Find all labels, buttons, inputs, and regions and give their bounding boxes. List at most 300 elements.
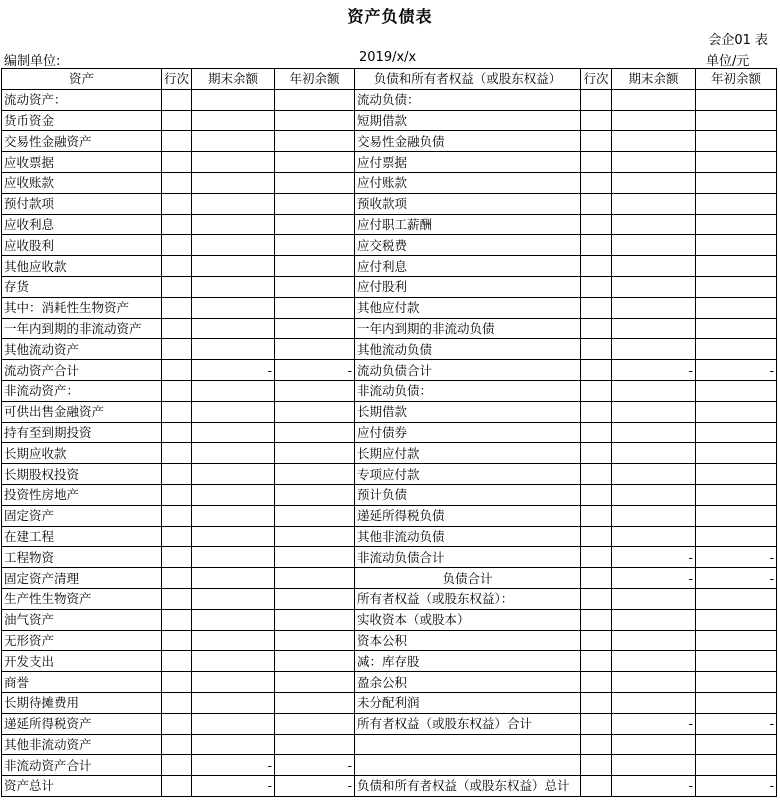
asset-line-no-cell — [162, 110, 192, 131]
asset-end-balance-cell — [192, 734, 275, 755]
asset-cell: 一年内到期的非流动资产 — [2, 318, 162, 339]
asset-cell: 长期股权投资 — [2, 464, 162, 485]
asset-end-balance-cell — [192, 484, 275, 505]
asset-end-balance-cell: - — [192, 776, 275, 797]
liability-begin-balance-cell — [696, 651, 777, 672]
asset-cell: 交易性金融资产 — [2, 131, 162, 152]
table-row — [2, 172, 777, 193]
table-row — [2, 692, 777, 713]
header-row — [2, 69, 777, 90]
liability-cell: 应付票据 — [355, 152, 581, 173]
liability-line-no-cell — [581, 443, 612, 464]
sheet-title: 资产负债表 — [347, 7, 433, 26]
table-row — [2, 505, 777, 526]
liability-cell: 其他非流动负债 — [355, 526, 581, 547]
table-row — [2, 193, 777, 214]
liability-begin-balance-cell — [696, 214, 777, 235]
asset-end-balance-cell — [192, 651, 275, 672]
liability-end-balance-cell — [612, 172, 696, 193]
table-row — [2, 297, 777, 318]
liability-end-balance-cell — [612, 422, 696, 443]
asset-line-no-cell — [162, 401, 192, 422]
asset-cell: 其他非流动资产 — [2, 734, 162, 755]
asset-begin-balance-cell — [275, 672, 355, 693]
asset-line-no-cell — [162, 776, 192, 797]
asset-end-balance-cell — [192, 193, 275, 214]
asset-end-balance-cell — [192, 152, 275, 173]
asset-cell: 长期应收款 — [2, 443, 162, 464]
liability-cell: 负债合计 — [355, 568, 581, 589]
asset-cell: 固定资产 — [2, 505, 162, 526]
asset-begin-balance-cell — [275, 692, 355, 713]
liability-end-balance-cell — [612, 672, 696, 693]
liability-end-balance-cell — [612, 89, 696, 110]
liability-begin-balance-cell — [696, 152, 777, 173]
asset-end-balance-cell — [192, 505, 275, 526]
asset-end-balance-cell — [192, 256, 275, 277]
liability-line-no-cell — [581, 547, 612, 568]
asset-line-no-cell — [162, 505, 192, 526]
table-row — [2, 256, 777, 277]
liability-line-no-cell — [581, 276, 612, 297]
liability-begin-balance-cell — [696, 755, 777, 776]
liability-line-no-cell — [581, 152, 612, 173]
liability-line-no-cell — [581, 214, 612, 235]
asset-line-no-cell — [162, 443, 192, 464]
liability-end-balance-cell: - — [612, 568, 696, 589]
liability-line-no-cell — [581, 526, 612, 547]
asset-begin-balance-cell — [275, 276, 355, 297]
asset-begin-balance-cell — [275, 193, 355, 214]
asset-begin-balance-cell — [275, 380, 355, 401]
liability-begin-balance-cell — [696, 89, 777, 110]
asset-line-no-cell — [162, 172, 192, 193]
liability-cell: 资本公积 — [355, 630, 581, 651]
asset-line-no-cell — [162, 318, 192, 339]
liability-cell: 其他应付款 — [355, 297, 581, 318]
liability-end-balance-cell — [612, 484, 696, 505]
asset-begin-balance-cell — [275, 110, 355, 131]
asset-cell: 可供出售金融资产 — [2, 401, 162, 422]
header-asset: 资产 — [2, 69, 162, 90]
liability-line-no-cell — [581, 484, 612, 505]
liability-line-no-cell — [581, 297, 612, 318]
liability-cell: 未分配利润 — [355, 692, 581, 713]
table-row — [2, 651, 777, 672]
asset-end-balance-cell — [192, 692, 275, 713]
asset-begin-balance-cell — [275, 131, 355, 152]
asset-end-balance-cell — [192, 380, 275, 401]
asset-end-balance-cell — [192, 235, 275, 256]
liability-cell: 应付利息 — [355, 256, 581, 277]
table-row — [2, 713, 777, 734]
asset-end-balance-cell — [192, 609, 275, 630]
table-row — [2, 568, 777, 589]
liability-cell: 短期借款 — [355, 110, 581, 131]
asset-cell: 其他应收款 — [2, 256, 162, 277]
asset-line-no-cell — [162, 484, 192, 505]
liability-end-balance-cell — [612, 755, 696, 776]
asset-begin-balance-cell — [275, 588, 355, 609]
table-row — [2, 339, 777, 360]
liability-cell: 专项应付款 — [355, 464, 581, 485]
asset-begin-balance-cell — [275, 256, 355, 277]
unit-label: 编制单位: — [4, 54, 61, 69]
liability-line-no-cell — [581, 672, 612, 693]
asset-cell: 生产性生物资产 — [2, 588, 162, 609]
table-row — [2, 630, 777, 651]
asset-line-no-cell — [162, 297, 192, 318]
asset-cell: 其他流动资产 — [2, 339, 162, 360]
asset-cell: 应收账款 — [2, 172, 162, 193]
asset-cell: 开发支出 — [2, 651, 162, 672]
liability-end-balance-cell: - — [612, 547, 696, 568]
liability-cell: 所有者权益（或股东权益）： — [355, 588, 581, 609]
liability-cell: 非流动负债： — [355, 380, 581, 401]
liability-cell: 递延所得税负债 — [355, 505, 581, 526]
liability-begin-balance-cell — [696, 401, 777, 422]
liability-begin-balance-cell: - — [696, 360, 777, 381]
header-liability-equity: 负债和所有者权益（或股东权益） — [355, 69, 581, 90]
liability-line-no-cell — [581, 755, 612, 776]
liability-end-balance-cell — [612, 464, 696, 485]
table-row — [2, 89, 777, 110]
table-row — [2, 588, 777, 609]
liability-begin-balance-cell — [696, 692, 777, 713]
liability-cell: 交易性金融负债 — [355, 131, 581, 152]
liability-end-balance-cell — [612, 588, 696, 609]
asset-cell: 油气资产 — [2, 609, 162, 630]
asset-line-no-cell — [162, 651, 192, 672]
liability-begin-balance-cell — [696, 630, 777, 651]
asset-end-balance-cell — [192, 526, 275, 547]
liability-end-balance-cell — [612, 214, 696, 235]
asset-cell: 存货 — [2, 276, 162, 297]
asset-begin-balance-cell — [275, 339, 355, 360]
asset-line-no-cell — [162, 734, 192, 755]
liability-begin-balance-cell — [696, 110, 777, 131]
header-line-no: 行次 — [162, 69, 192, 90]
liability-line-no-cell — [581, 734, 612, 755]
asset-end-balance-cell — [192, 276, 275, 297]
liability-line-no-cell — [581, 713, 612, 734]
asset-line-no-cell — [162, 214, 192, 235]
liability-end-balance-cell — [612, 256, 696, 277]
table-row — [2, 235, 777, 256]
liability-begin-balance-cell — [696, 464, 777, 485]
liability-line-no-cell — [581, 193, 612, 214]
liability-begin-balance-cell: - — [696, 713, 777, 734]
asset-line-no-cell — [162, 360, 192, 381]
table-row — [2, 547, 777, 568]
liability-end-balance-cell — [612, 609, 696, 630]
liability-cell: 长期借款 — [355, 401, 581, 422]
asset-line-no-cell — [162, 256, 192, 277]
liability-end-balance-cell — [612, 692, 696, 713]
liability-end-balance-cell — [612, 734, 696, 755]
asset-end-balance-cell — [192, 89, 275, 110]
table-row — [2, 131, 777, 152]
asset-end-balance-cell — [192, 713, 275, 734]
table-row — [2, 318, 777, 339]
table-row — [2, 214, 777, 235]
liability-end-balance-cell: - — [612, 360, 696, 381]
liability-cell: 预收款项 — [355, 193, 581, 214]
asset-begin-balance-cell — [275, 609, 355, 630]
asset-cell: 应收利息 — [2, 214, 162, 235]
asset-line-no-cell — [162, 609, 192, 630]
liability-cell — [355, 755, 581, 776]
asset-end-balance-cell — [192, 568, 275, 589]
asset-end-balance-cell: - — [192, 360, 275, 381]
liability-begin-balance-cell — [696, 276, 777, 297]
header-begin-balance: 年初余额 — [696, 69, 777, 90]
liability-end-balance-cell — [612, 651, 696, 672]
form-code: 会企01 表 — [708, 33, 768, 48]
liability-end-balance-cell — [612, 276, 696, 297]
asset-cell: 长期待摊费用 — [2, 692, 162, 713]
asset-cell: 流动资产： — [2, 89, 162, 110]
asset-line-no-cell — [162, 755, 192, 776]
asset-end-balance-cell — [192, 547, 275, 568]
liability-line-no-cell — [581, 568, 612, 589]
asset-end-balance-cell — [192, 339, 275, 360]
asset-begin-balance-cell: - — [275, 776, 355, 797]
liability-cell: 应交税费 — [355, 235, 581, 256]
report-date: 2019/x/x — [359, 50, 417, 65]
asset-begin-balance-cell — [275, 568, 355, 589]
table-row — [2, 401, 777, 422]
asset-cell: 流动资产合计 — [2, 360, 162, 381]
asset-line-no-cell — [162, 422, 192, 443]
liability-cell: 流动负债： — [355, 89, 581, 110]
liability-end-balance-cell — [612, 297, 696, 318]
liability-end-balance-cell: - — [612, 776, 696, 797]
asset-end-balance-cell — [192, 443, 275, 464]
asset-begin-balance-cell — [275, 152, 355, 173]
liability-line-no-cell — [581, 318, 612, 339]
liability-begin-balance-cell — [696, 505, 777, 526]
asset-line-no-cell — [162, 547, 192, 568]
table-row — [2, 360, 777, 381]
asset-cell: 应收股利 — [2, 235, 162, 256]
liability-line-no-cell — [581, 651, 612, 672]
liability-line-no-cell — [581, 89, 612, 110]
liability-begin-balance-cell: - — [696, 776, 777, 797]
liability-end-balance-cell — [612, 110, 696, 131]
liability-cell: 长期应付款 — [355, 443, 581, 464]
liability-begin-balance-cell — [696, 256, 777, 277]
asset-end-balance-cell: - — [192, 755, 275, 776]
asset-line-no-cell — [162, 89, 192, 110]
liability-line-no-cell — [581, 588, 612, 609]
asset-begin-balance-cell — [275, 422, 355, 443]
asset-cell: 应收票据 — [2, 152, 162, 173]
asset-cell: 预付款项 — [2, 193, 162, 214]
liability-begin-balance-cell — [696, 193, 777, 214]
liability-cell: 其他流动负债 — [355, 339, 581, 360]
liability-begin-balance-cell — [696, 380, 777, 401]
table-row — [2, 380, 777, 401]
liability-end-balance-cell — [612, 380, 696, 401]
asset-begin-balance-cell — [275, 484, 355, 505]
asset-end-balance-cell — [192, 588, 275, 609]
liability-cell: 负债和所有者权益（或股东权益）总计 — [355, 776, 581, 797]
asset-line-no-cell — [162, 568, 192, 589]
table-row — [2, 422, 777, 443]
header-line-no: 行次 — [581, 69, 612, 90]
asset-cell: 投资性房地产 — [2, 484, 162, 505]
liability-line-no-cell — [581, 339, 612, 360]
liability-cell: 盈余公积 — [355, 672, 581, 693]
liability-line-no-cell — [581, 380, 612, 401]
liability-cell: 所有者权益（或股东权益）合计 — [355, 713, 581, 734]
liability-end-balance-cell — [612, 443, 696, 464]
asset-end-balance-cell — [192, 464, 275, 485]
liability-cell: 非流动负债合计 — [355, 547, 581, 568]
liability-line-no-cell — [581, 256, 612, 277]
header-end-balance: 期末余额 — [192, 69, 275, 90]
asset-cell: 资产总计 — [2, 776, 162, 797]
liability-begin-balance-cell — [696, 609, 777, 630]
table-row — [2, 276, 777, 297]
asset-cell: 无形资产 — [2, 630, 162, 651]
asset-end-balance-cell — [192, 172, 275, 193]
asset-begin-balance-cell — [275, 526, 355, 547]
liability-line-no-cell — [581, 464, 612, 485]
asset-line-no-cell — [162, 339, 192, 360]
liability-begin-balance-cell — [696, 672, 777, 693]
asset-line-no-cell — [162, 526, 192, 547]
asset-end-balance-cell — [192, 630, 275, 651]
table-row — [2, 755, 777, 776]
liability-cell: 应付职工薪酬 — [355, 214, 581, 235]
asset-line-no-cell — [162, 380, 192, 401]
asset-cell: 持有至到期投资 — [2, 422, 162, 443]
asset-begin-balance-cell — [275, 443, 355, 464]
table-row — [2, 734, 777, 755]
asset-begin-balance-cell: - — [275, 360, 355, 381]
asset-line-no-cell — [162, 152, 192, 173]
liability-end-balance-cell — [612, 152, 696, 173]
header-begin-balance: 年初余额 — [275, 69, 355, 90]
asset-cell: 工程物资 — [2, 547, 162, 568]
asset-cell: 非流动资产合计 — [2, 755, 162, 776]
asset-begin-balance-cell: - — [275, 755, 355, 776]
liability-end-balance-cell: - — [612, 713, 696, 734]
currency-unit: 单位/元 — [706, 54, 750, 69]
liability-cell: 预计负债 — [355, 484, 581, 505]
liability-line-no-cell — [581, 110, 612, 131]
table-row — [2, 443, 777, 464]
asset-line-no-cell — [162, 131, 192, 152]
asset-begin-balance-cell — [275, 630, 355, 651]
asset-line-no-cell — [162, 672, 192, 693]
liability-begin-balance-cell — [696, 484, 777, 505]
liability-line-no-cell — [581, 630, 612, 651]
table-row — [2, 152, 777, 173]
liability-line-no-cell — [581, 692, 612, 713]
asset-begin-balance-cell — [275, 505, 355, 526]
balance-sheet-table — [1, 68, 777, 797]
liability-begin-balance-cell: - — [696, 568, 777, 589]
asset-end-balance-cell — [192, 401, 275, 422]
liability-cell: 减：库存股 — [355, 651, 581, 672]
asset-begin-balance-cell — [275, 214, 355, 235]
liability-begin-balance-cell — [696, 526, 777, 547]
liability-begin-balance-cell — [696, 131, 777, 152]
asset-cell: 商誉 — [2, 672, 162, 693]
liability-begin-balance-cell — [696, 734, 777, 755]
asset-end-balance-cell — [192, 214, 275, 235]
liability-line-no-cell — [581, 776, 612, 797]
liability-cell — [355, 734, 581, 755]
asset-end-balance-cell — [192, 318, 275, 339]
asset-line-no-cell — [162, 588, 192, 609]
header-end-balance: 期末余额 — [612, 69, 696, 90]
asset-end-balance-cell — [192, 297, 275, 318]
liability-line-no-cell — [581, 172, 612, 193]
table-row — [2, 464, 777, 485]
liability-begin-balance-cell — [696, 318, 777, 339]
liability-line-no-cell — [581, 235, 612, 256]
liability-end-balance-cell — [612, 193, 696, 214]
asset-line-no-cell — [162, 235, 192, 256]
table-row — [2, 526, 777, 547]
asset-cell: 在建工程 — [2, 526, 162, 547]
liability-begin-balance-cell: - — [696, 547, 777, 568]
liability-begin-balance-cell — [696, 235, 777, 256]
asset-line-no-cell — [162, 193, 192, 214]
asset-begin-balance-cell — [275, 89, 355, 110]
asset-begin-balance-cell — [275, 464, 355, 485]
liability-begin-balance-cell — [696, 172, 777, 193]
asset-end-balance-cell — [192, 422, 275, 443]
asset-end-balance-cell — [192, 131, 275, 152]
table-row — [2, 776, 777, 797]
asset-line-no-cell — [162, 464, 192, 485]
liability-end-balance-cell — [612, 630, 696, 651]
liability-cell: 一年内到期的非流动负债 — [355, 318, 581, 339]
asset-begin-balance-cell — [275, 235, 355, 256]
liability-begin-balance-cell — [696, 422, 777, 443]
liability-line-no-cell — [581, 401, 612, 422]
liability-end-balance-cell — [612, 318, 696, 339]
asset-begin-balance-cell — [275, 297, 355, 318]
asset-line-no-cell — [162, 692, 192, 713]
liability-line-no-cell — [581, 505, 612, 526]
liability-end-balance-cell — [612, 339, 696, 360]
liability-begin-balance-cell — [696, 443, 777, 464]
liability-cell: 流动负债合计 — [355, 360, 581, 381]
table-row — [2, 484, 777, 505]
asset-line-no-cell — [162, 630, 192, 651]
liability-end-balance-cell — [612, 235, 696, 256]
liability-cell: 应付股利 — [355, 276, 581, 297]
asset-cell: 其中：消耗性生物资产 — [2, 297, 162, 318]
liability-line-no-cell — [581, 609, 612, 630]
asset-end-balance-cell — [192, 672, 275, 693]
liability-line-no-cell — [581, 422, 612, 443]
asset-cell: 货币资金 — [2, 110, 162, 131]
table-row — [2, 110, 777, 131]
asset-begin-balance-cell — [275, 713, 355, 734]
asset-begin-balance-cell — [275, 734, 355, 755]
asset-begin-balance-cell — [275, 172, 355, 193]
asset-begin-balance-cell — [275, 547, 355, 568]
liability-end-balance-cell — [612, 526, 696, 547]
asset-begin-balance-cell — [275, 401, 355, 422]
